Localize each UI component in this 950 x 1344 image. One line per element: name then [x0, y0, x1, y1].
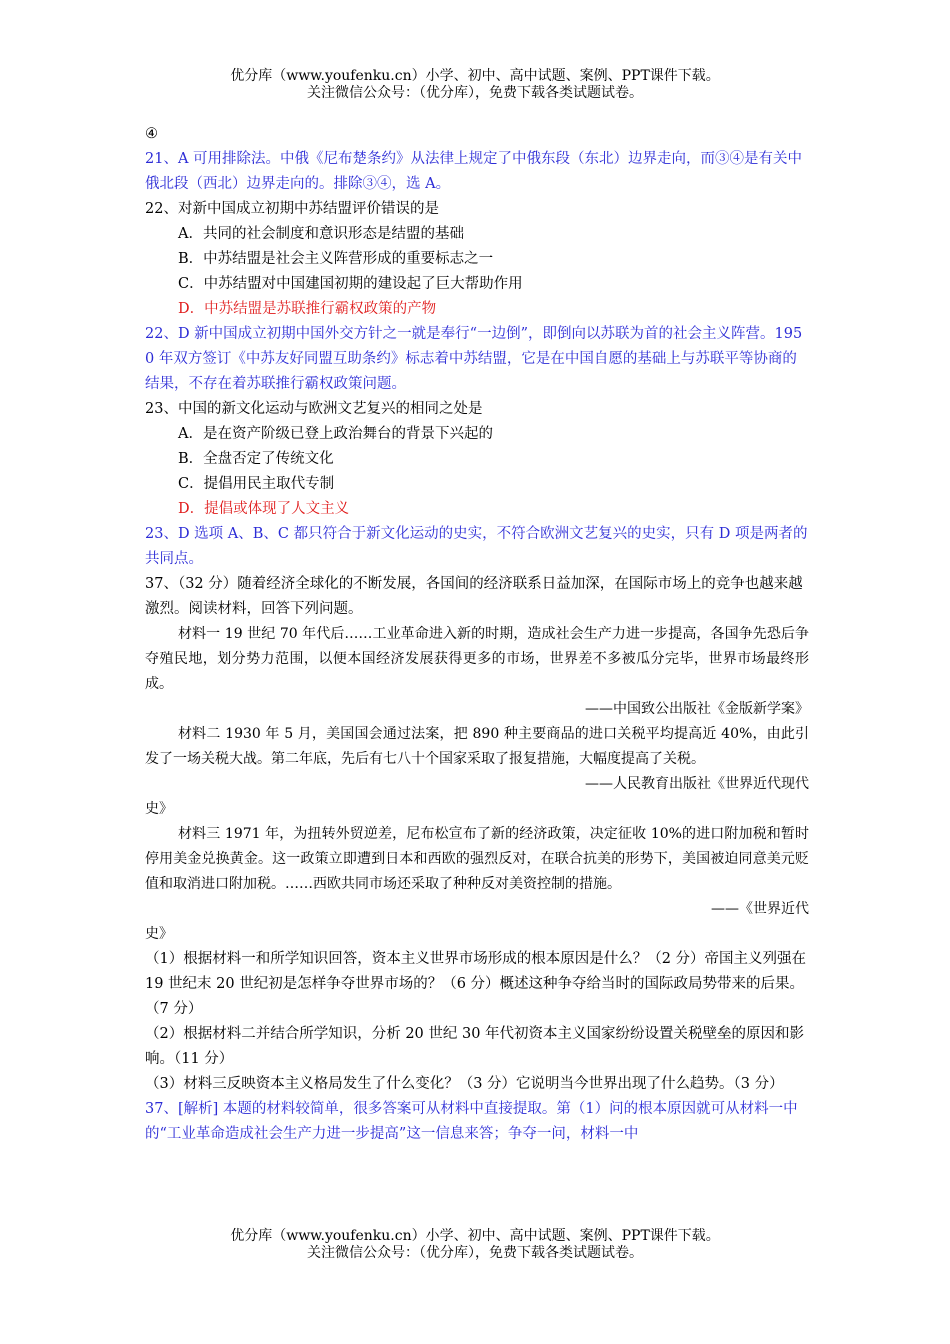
carry-over-mark: ④: [145, 126, 158, 142]
question-23-option-b: B．全盘否定了传统文化: [178, 451, 334, 467]
header-line-2: 关注微信公众号：（优分库），免费下载各类试题试卷。: [307, 85, 643, 101]
question-22-option-a: A．共同的社会制度和意识形态是结盟的基础: [178, 226, 464, 242]
question-22-option-d: D．中苏结盟是苏联推行霸权政策的产物: [178, 301, 437, 317]
material-3: 材料三 1971 年，为扭转外贸逆差，尼布松宣布了新的经济政策，决定征收 10%的进口附加税和暂时停用美金兑换黄金。这一政策立即遭到日本和西欧的强烈反对，在联合抗美的形势下，美国被迫同意美元贬值和取消进口附加税。……西欧共同市场还采取了种种反对美资控制的措施。: [145, 826, 809, 892]
question-23-option-c: C．提倡用民主取代专制: [178, 476, 335, 492]
answer-21: 21、A 可用排除法。中俄《尼布楚条约》从法律上规定了中俄东段（东北）边界走向，而③④是有关中俄北段（西北）边界走向的。排除③④，选 A。: [145, 151, 803, 192]
material-1-source: ——中国致公出版社《金版新学案》: [585, 701, 809, 717]
material-2-source-continued: 史》: [145, 801, 173, 817]
header-line-1: 优分库（www.youfenku.cn）小学、初中、高中试题、案例、PPT课件下载。: [230, 68, 720, 84]
question-37-stem: 37、（32 分）随着经济全球化的不断发展，各国间的经济联系日益加深，在国际市场上的竞争也越来越激烈。阅读材料，回答下列问题。: [145, 576, 803, 617]
page-header: [0, 68, 950, 102]
answer-23: 23、D 选项 A、B、C 都只符合于新文化运动的史实，不符合欧洲文艺复兴的史实，只有 D 项是两者的共同点。: [145, 526, 808, 567]
question-37-sub-1: （1）根据材料一和所学知识回答，资本主义世界市场形成的根本原因是什么？（2 分）帝国主义列强在 19 世纪末 20 世纪初是怎样争夺世界市场的？（6 分）概述这种争夺给当时的国际政局势带来的后果。（7 分）: [145, 951, 807, 1017]
question-22-option-c: C．中苏结盟对中国建国初期的建设起了巨大帮助作用: [178, 276, 523, 292]
material-3-source-continued: 史》: [145, 926, 173, 942]
answer-37-analysis: 37、[解析] 本题的材料较简单，很多答案可从材料中直接提取。第（1）问的根本原因就可从材料一中的“工业革命造成社会生产力进一步提高”这一信息来答；争夺一问，材料一中: [145, 1101, 798, 1142]
question-23-option-a: A．是在资产阶级已登上政治舞台的背景下兴起的: [178, 426, 493, 442]
material-1: 材料一 19 世纪 70 年代后……工业革命进入新的时期，造成社会生产力进一步提高，各国争先恐后争夺殖民地，划分势力范围，以便本国经济发展获得更多的市场，世界差不多被瓜分完毕，世界市场最终形成。: [145, 626, 809, 692]
page-footer: [0, 1228, 950, 1262]
answer-22: 22、D 新中国成立初期中国外交方针之一就是奉行“一边倒”，即倒向以苏联为首的社会主义阵营。1950 年双方签订《中苏友好同盟互助条约》标志着中苏结盟，它是在中国自愿的基础上与苏联平等协商的结果，不存在着苏联推行霸权政策问题。: [145, 326, 803, 392]
footer-line-2: 关注微信公众号：（优分库），免费下载各类试题试卷。: [307, 1245, 643, 1261]
question-37-sub-2: （2）根据材料二并结合所学知识，分析 20 世纪 30 年代初资本主义国家纷纷设置关税壁垒的原因和影响。（11 分）: [145, 1026, 805, 1067]
material-2-source: ——人民教育出版社《世界近代现代: [585, 776, 809, 792]
question-23-stem: 23、中国的新文化运动与欧洲文艺复兴的相同之处是: [145, 401, 483, 417]
question-23-option-d: D．提倡或体现了人文主义: [178, 501, 350, 517]
material-2: 材料二 1930 年 5 月，美国国会通过法案，把 890 种主要商品的进口关税平均提高近 40%，由此引发了一场关税大战。第二年底，先后有七八十个国家采取了报复措施，大幅度提高了关税。: [145, 726, 809, 767]
footer-line-1: 优分库（www.youfenku.cn）小学、初中、高中试题、案例、PPT课件下载。: [230, 1228, 720, 1244]
material-3-source: ——《世界近代: [711, 901, 809, 917]
document-body: [145, 122, 809, 1147]
question-37-sub-3: （3）材料三反映资本主义格局发生了什么变化？（3 分）它说明当今世界出现了什么趋势。（3 分）: [145, 1076, 784, 1092]
question-22-option-b: B．中苏结盟是社会主义阵营形成的重要标志之一: [178, 251, 494, 267]
question-22-stem: 22、对新中国成立初期中苏结盟评价错误的是: [145, 201, 439, 217]
